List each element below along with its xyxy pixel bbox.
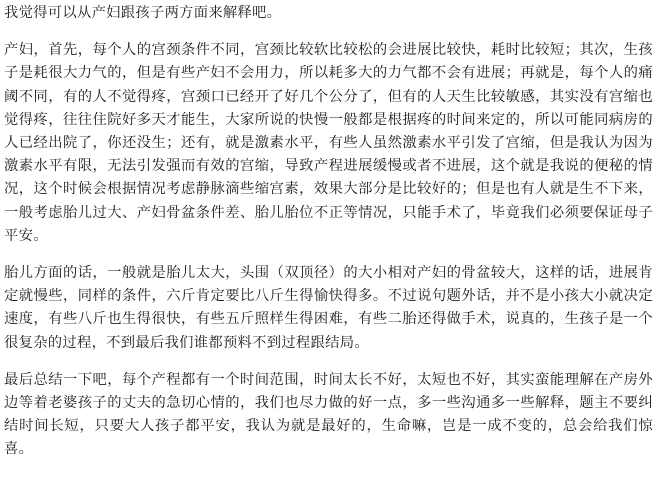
- mother-factors-paragraph: 产妇，首先，每个人的宫颈条件不同，宫颈比较软比较松的会进展比较快，耗时比较短；其次，生孩子是耗很大力气的，但是有些产妇不会用力，所以耗多大的力气都不会有进展；再就是，每个人的痛阈不同，有的人不觉得疼，宫颈口已经开了好几个公分了，但有的人天生比较敏感，其实没有宫缩也觉得疼，往往住院好多天才能生，大家所说的快慢一般都是根据疼的时间来定的，所以可能同病房的人已经出院了，你还没生；还有，就是激素水平，有些人虽然激素水平引发了宫缩，但是我认为因为激素水平有限，无法引发强而有效的宫缩，导致产程进展缓慢或者不进展，这个就是我说的便秘的情况，这个时候会根据情况考虑静脉滴些缩宫素，效果大部分是比较好的；但是也有人就是生不下来，一般考虑胎儿过大、产妇骨盆条件差、胎儿胎位不正等情况，只能手术了，毕竟我们必须要保证母子平安。: [4, 42, 653, 244]
- fetus-factors-paragraph: 胎儿方面的话，一般就是胎儿太大，头围（双顶径）的大小相对产妇的骨盆较大，这样的话，进展肯定就慢些，同样的条件，六斤肯定要比八斤生得愉快得多。不过说句题外话，并不是小孩大小就决定速度，有些八斤也生得很快，有些五斤照样生得困难，有些二胎还得做手术，说真的，生孩子是一个很复杂的过程，不到最后我们谁都预料不到过程跟结局。: [4, 265, 653, 351]
- conclusion-paragraph: 最后总结一下吧，每个产程都有一个时间范围，时间太长不好，太短也不好，其实蛮能理解在产房外边等着老婆孩子的丈夫的急切心情的，我们也尽力做的好一点，多一些沟通多一些解释，题主不要纠结时间长短，只要大人孩子都平安，我认为就是最好的，生命嘛，岂是一成不变的，总会给我们惊喜。: [4, 371, 653, 458]
- article-body: [4, 0, 653, 462]
- intro-paragraph: 我觉得可以从产妇跟孩子两方面来解释吧。: [4, 5, 282, 21]
